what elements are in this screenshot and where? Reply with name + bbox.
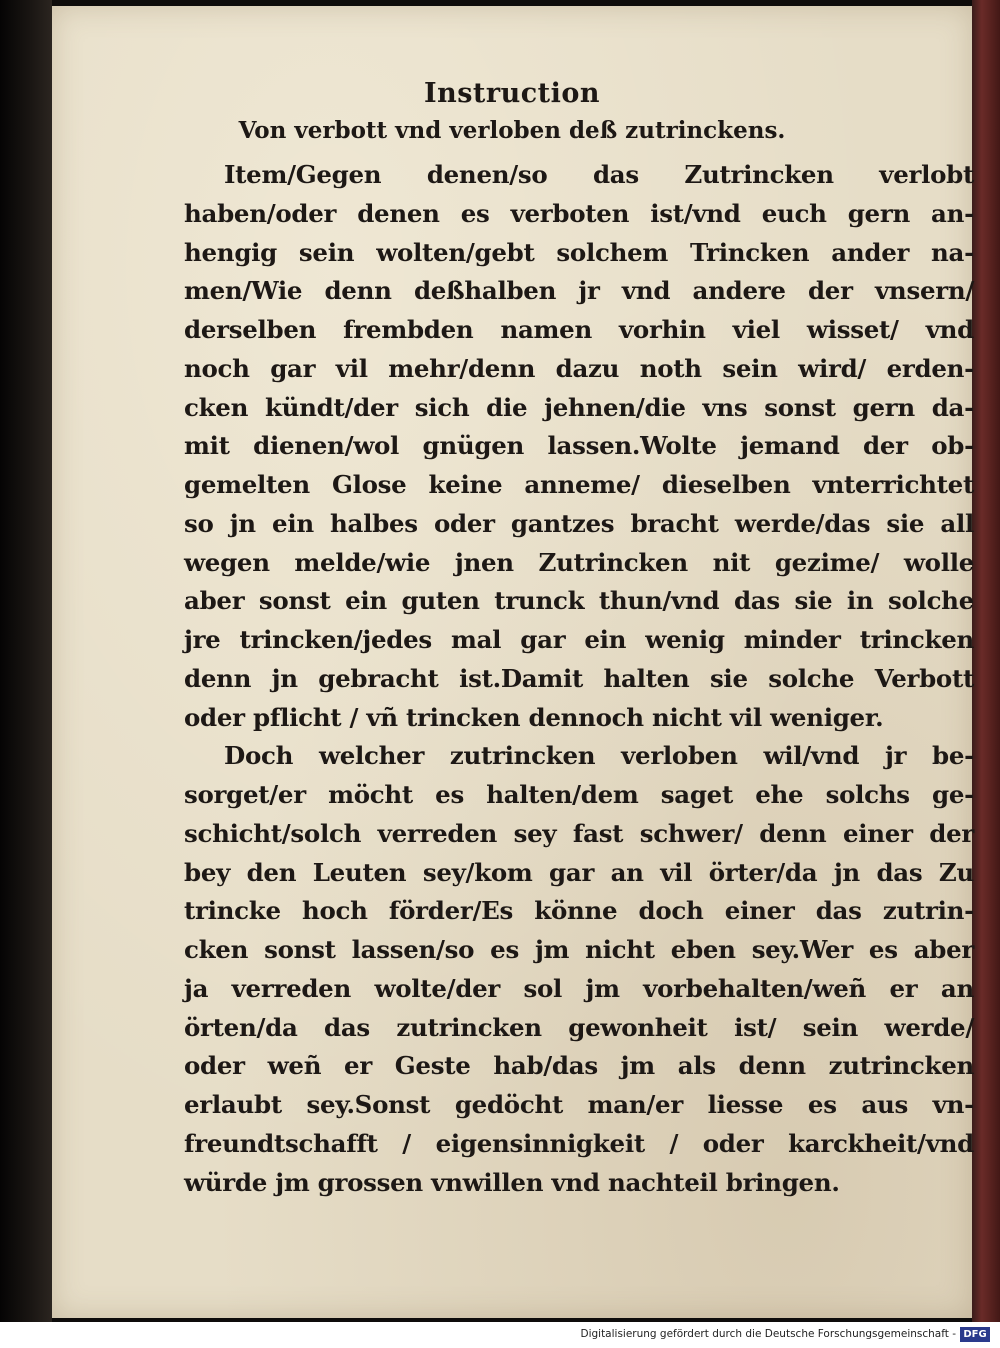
text-line: freundtschafft / eigensinnigkeit / oder karckheit/vnd xyxy=(184,1128,974,1158)
text-line: schicht/solch verreden sey fast schwer/ denn einer der xyxy=(184,818,974,848)
text-line: haben/oder denen es verboten ist/vnd euch gern an- xyxy=(184,198,974,228)
text-line: denn jn gebracht ist.Damit halten sie solche Verbott xyxy=(184,663,974,693)
text-line: ja verreden wolte/der sol jm vorbehalten/weñ er an xyxy=(184,973,974,1003)
text-line: örten/da das zutrincken gewonheit ist/ sein werde/ xyxy=(184,1012,974,1042)
body-text xyxy=(184,156,974,1202)
text-line: sorget/er möcht es halten/dem saget ehe solchs ge- xyxy=(184,780,974,809)
heading-instruction: Instruction xyxy=(423,78,601,109)
text-line: jre trincken/jedes mal gar ein wenig minder trincken xyxy=(184,625,974,654)
paragraph-1 xyxy=(184,156,974,737)
text-line: würde jm grossen vnwillen vnd nachteil bringen. xyxy=(184,1167,840,1197)
text-line: erlaubt sey.Sonst gedöcht man/er liesse es aus vn- xyxy=(184,1090,974,1119)
text-line: oder pflicht / vñ trincken dennoch nicht vil weniger. xyxy=(184,702,884,732)
text-line: Item/Gegen denen/so das Zutrincken verlobt xyxy=(224,160,974,189)
text-line: cken sonst lassen/so es jm nicht eben sey.Wer es aber xyxy=(184,935,974,964)
text-line: wegen melde/wie jnen Zutrincken nit gezime/ wolle xyxy=(184,547,974,577)
text-line: so jn ein halbes oder gantzes bracht werde/das sie all xyxy=(184,508,974,538)
text-line: trincke hoch förder/Es könne doch einer das zutrin- xyxy=(184,896,974,926)
text-line: bey den Leuten sey/kom gar an vil örter/da jn das Zu xyxy=(184,857,974,887)
text-line: oder weñ er Geste hab/das jm als denn zutrincken xyxy=(184,1051,974,1081)
dfg-logo: DFG xyxy=(960,1327,990,1342)
book-page xyxy=(52,6,972,1318)
footer-bar xyxy=(0,1322,1000,1348)
text-line: Doch welcher zutrincken verloben wil/vnd jr be- xyxy=(224,741,974,771)
text-line: cken kündt/der sich die jehnen/die vns sonst gern da- xyxy=(184,392,974,422)
text-line: aber sonst ein guten trunck thun/vnd das sie in solche xyxy=(184,586,974,616)
book-spine-right xyxy=(972,0,1000,1322)
book-spine-left xyxy=(0,0,52,1322)
text-line: mit dienen/wol gnügen lassen.Wolte jemand der ob- xyxy=(184,431,974,461)
text-line: noch gar vil mehr/denn dazu noth sein wird/ erden- xyxy=(184,353,974,383)
heading-subtitle: Von verbott vnd verloben deß zutrinckens. xyxy=(238,117,786,144)
text-line: men/Wie denn deßhalben jr vnd andere der vnsern/ xyxy=(184,276,974,306)
text-line: derselben frembden namen vorhin viel wisset/ vnd xyxy=(184,315,974,344)
text-line: gemelten Glose keine anneme/ dieselben vnterrichtet xyxy=(184,470,974,499)
text-line: hengig sein wolten/gebt solchem Trincken ander na- xyxy=(184,237,974,267)
paragraph-2 xyxy=(184,737,974,1202)
funding-credit: Digitalisierung gefördert durch die Deutsche Forschungsgemeinschaft - xyxy=(580,1328,956,1340)
